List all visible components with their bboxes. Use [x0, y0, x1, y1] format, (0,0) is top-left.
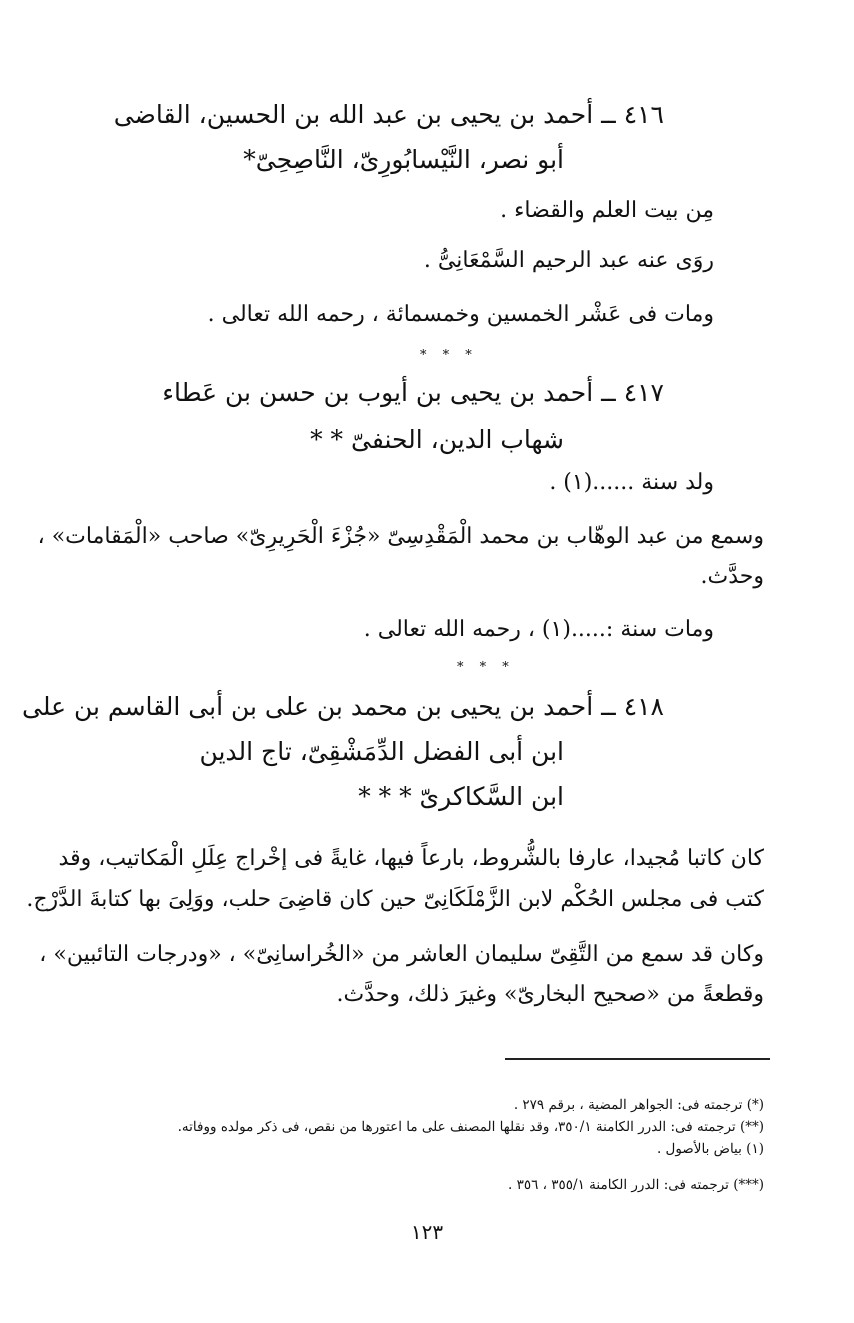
- entry-417-title-line-1: ٤١٧ ــ أحمد بن يحيى بن أيوب بن حسن بن عَطاء: [162, 378, 664, 407]
- entry-416-body-line-1: مِن بيت العلم والقضاء .: [500, 198, 714, 223]
- entry-416-title-line-2: أبو نصر، النَّيْسابُورِىّ، النَّاصِحِىّ*: [243, 145, 564, 174]
- entry-418-body-line-3: وكان قد سمع من التَّقِىّ سليمان العاشر من «الخُراسانِىّ» ، «ودرجات التائبين» ،: [39, 942, 764, 967]
- entry-418-body-line-4: وقطعةً من «صحيح البخارىّ» وغيرَ ذلك، وحدَّث.: [336, 982, 764, 1007]
- entry-416-title-line-1: ٤١٦ ــ أحمد بن يحيى بن عبد الله بن الحسين، القاضى: [113, 100, 664, 129]
- entry-418-title-line-3: ابن السَّكاكرىّ * * *: [358, 782, 564, 811]
- footnote-rule: [505, 1058, 770, 1060]
- entry-417-body-line-1: ولد سنة ......(١) .: [549, 470, 714, 495]
- entry-separator: * * *: [420, 348, 478, 363]
- footnote-1: (*) ترجمته فى: الجواهر المضية ، برقم ٢٧٩ .: [513, 1097, 764, 1113]
- entry-416-body-line-3: ومات فى عَشْر الخمسين وخمسمائة ، رحمه الله تعالى .: [207, 302, 714, 327]
- entry-417-body-line-2: وسمع من عبد الوهّاب بن محمد الْمَقْدِسِىّ «جُزْءَ الْحَرِيرِىّ» صاحب «الْمَقامات» ،: [37, 524, 764, 549]
- entry-418-title-line-1: ٤١٨ ــ أحمد بن يحيى بن محمد بن على بن أبى القاسم بن على: [22, 692, 664, 721]
- entry-418-body-line-2: كتب فى مجلس الحُكْم لابن الزَّمْلَكَانِىّ حين كان قاضِىَ حلب، ووَلِىَ بها كتابةَ الدَّرْج.: [26, 887, 764, 912]
- entry-418-body-line-1: كان كاتبا مُجيدا، عارفا بالشُّروط، بارعاً فيها، غايةً فى إخْراج عِلَلِ الْمَكاتيب، وقد: [58, 846, 764, 871]
- entry-416-body-line-2: روَى عنه عبد الرحيم السَّمْعَانِىُّ .: [423, 248, 714, 273]
- footnote-4: (***) ترجمته فى: الدرر الكامنة ٣٥٥/١ ، ٣٥٦ .: [507, 1177, 764, 1193]
- entry-separator: * * *: [457, 660, 515, 675]
- entry-418-title-line-2: ابن أبى الفضل الدِّمَشْقِىّ، تاج الدين: [199, 737, 564, 766]
- footnote-3: (١) بياض بالأصول .: [656, 1141, 764, 1157]
- entry-417-title-line-2: شهاب الدين، الحنفىّ * *: [310, 425, 564, 454]
- page-number: ١٢٣: [410, 1220, 444, 1244]
- entry-417-body-line-3: وحدَّث.: [700, 564, 764, 589]
- footnote-2: (**) ترجمته فى: الدرر الكامنة ٣٥٠/١، وقد نقلها المصنف على ما اعتورها من نقص، فى ذكر مولده ووفاته.: [177, 1119, 764, 1135]
- entry-417-body-line-4: ومات سنة :.....(١) ، رحمه الله تعالى .: [363, 617, 714, 642]
